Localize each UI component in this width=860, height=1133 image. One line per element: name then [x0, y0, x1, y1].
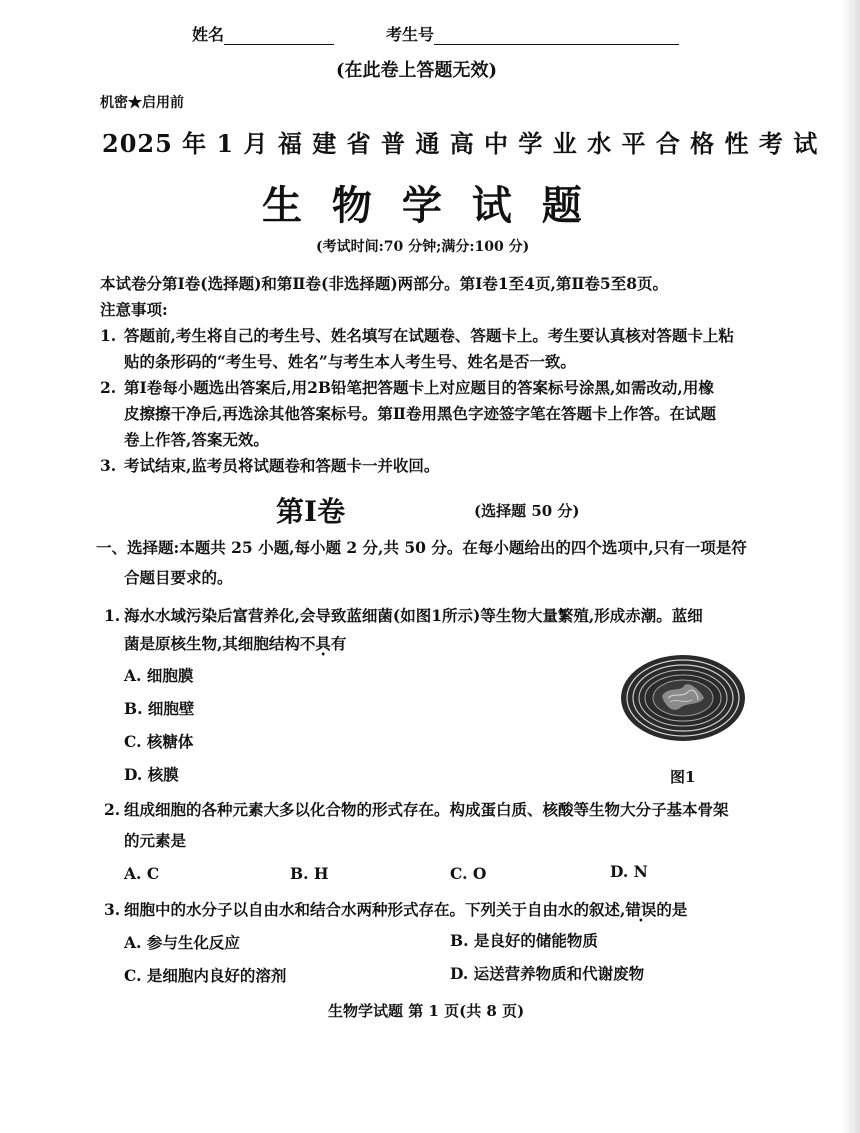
name-label: 姓名: [192, 25, 225, 44]
question-number: 1.: [104, 606, 121, 625]
note-number: 3.: [100, 456, 117, 475]
figure-caption: 图1: [670, 768, 696, 786]
id-label-row: [386, 22, 679, 45]
option-d[interactable]: D. N: [610, 862, 648, 881]
question-stem: 的元素是: [124, 831, 187, 850]
option-a[interactable]: A. C: [124, 864, 160, 883]
question-stem: 组成细胞的各种元素大多以化合物的形式存在。构成蛋白质、核酸等生物大分子基本骨架: [124, 800, 729, 819]
question-stem: 菌是原核生物,其细胞结构不具有: [124, 634, 347, 653]
name-field[interactable]: [224, 28, 334, 45]
option-a[interactable]: A. 细胞膜: [124, 666, 194, 685]
option-c[interactable]: C. 核糖体: [124, 732, 194, 751]
question-stem: 细胞中的水分子以自由水和结合水两种形式存在。下列关于自由水的叙述,错误的是: [124, 900, 688, 919]
note-line: 第Ⅰ卷每小题选出答案后,用2B铅笔把答题卡上对应题目的答案标号涂黑,如需改动,用橡: [124, 378, 714, 397]
id-field[interactable]: [434, 28, 679, 45]
option-b[interactable]: B. H: [290, 864, 329, 883]
emphasis-text: 不具有: [299, 634, 347, 653]
option-d[interactable]: D. 运送营养物质和代谢废物: [450, 964, 645, 983]
note-line: 考试结束,监考员将试题卷和答题卡一并收回。: [124, 456, 440, 475]
question-number: 3.: [104, 900, 121, 919]
option-b[interactable]: B. 是良好的储能物质: [450, 931, 598, 950]
option-b[interactable]: B. 细胞壁: [124, 699, 195, 718]
notes-heading: 注意事项:: [100, 300, 168, 319]
question-stem: 海水水域污染后富营养化,会导致蓝细菌(如图1所示)等生物大量繁殖,形成赤潮。蓝细: [124, 606, 703, 625]
note-line: 贴的条形码的“考生号、姓名”与考生本人考生号、姓名是否一致。: [124, 352, 576, 371]
option-d[interactable]: D. 核膜: [124, 765, 179, 784]
subject-title: 生 物 学 试 题: [262, 182, 590, 229]
page-footer: 生物学试题 第 1 页(共 8 页): [328, 1002, 525, 1020]
option-c[interactable]: C. O: [450, 864, 487, 883]
option-a[interactable]: A. 参与生化反应: [124, 933, 240, 952]
emphasis-text: 错误: [625, 900, 657, 919]
section-title: 第Ⅰ卷: [276, 495, 346, 528]
intro-line: 本试卷分第Ⅰ卷(选择题)和第Ⅱ卷(非选择题)两部分。第Ⅰ卷1至4页,第Ⅱ卷5至8页。: [100, 274, 668, 293]
exam-title: 2025 年 1 月 福 建 省 普 通 高 中 学 业 水 平 合 格 性 考 试: [102, 129, 819, 158]
note-line: 卷上作答,答案无效。: [124, 430, 269, 449]
exam-duration: (考试时间:70 分钟;满分:100 分): [316, 239, 530, 255]
cyanobacteria-figure: [618, 652, 748, 744]
section-instruction: 合题目要求的。: [124, 568, 233, 587]
answer-invalid-warning: (在此卷上答题无效): [336, 60, 498, 81]
note-line: 皮擦擦干净后,再选涂其他答案标号。第Ⅱ卷用黑色字迹签字笔在答题卡上作答。在试题: [124, 404, 716, 423]
note-number: 2.: [100, 378, 117, 397]
scan-edge-shadow: [842, 0, 860, 1133]
note-line: 答题前,考生将自己的考生号、姓名填写在试题卷、答题卡上。考生要认真核对答题卡上粘: [124, 326, 734, 345]
section-subtitle: (选择题 50 分): [474, 502, 580, 520]
name-label-row: [192, 22, 334, 45]
option-c[interactable]: C. 是细胞内良好的溶剂: [124, 966, 287, 985]
id-label: 考生号: [386, 25, 435, 44]
note-number: 1.: [100, 326, 117, 345]
question-number: 2.: [104, 800, 121, 819]
secret-mark: 机密★启用前: [100, 95, 184, 111]
section-instruction: 一、选择题:本题共 25 小题,每小题 2 分,共 50 分。在每小题给出的四个选项中,只有一项是符: [96, 538, 747, 557]
